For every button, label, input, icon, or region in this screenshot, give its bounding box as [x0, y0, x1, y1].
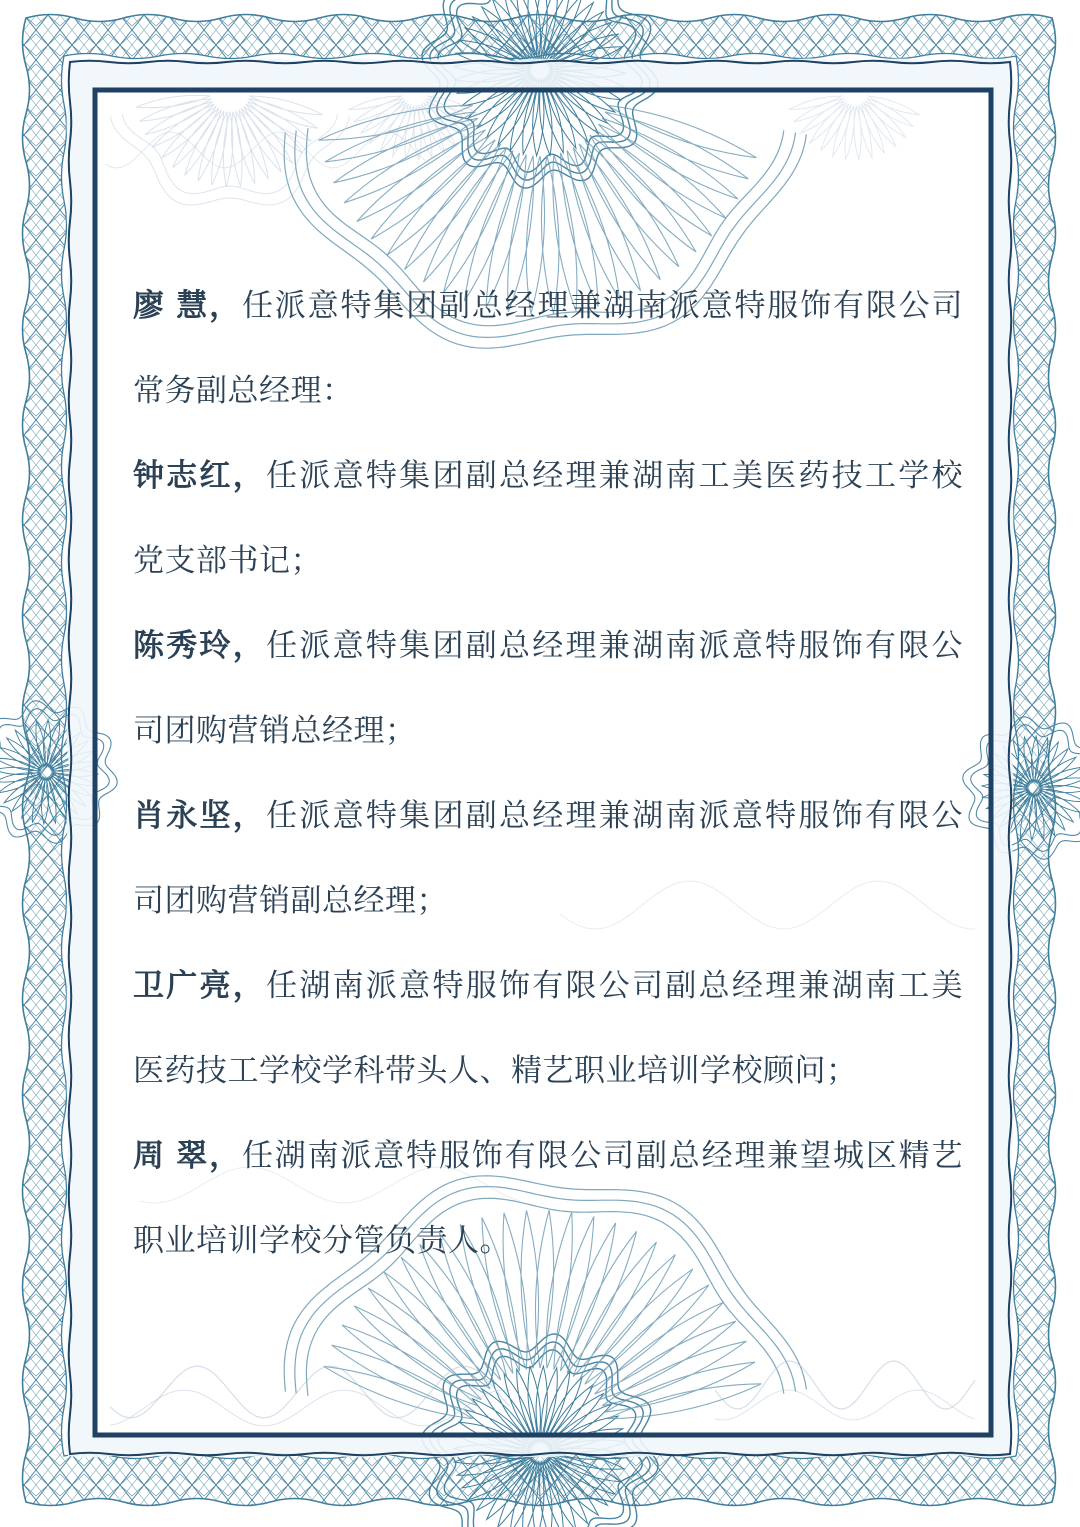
appointment-entry — [133, 943, 963, 1113]
appointment-title-text: 任派意特集团副总经理兼湖南工美医药技工学校 — [266, 458, 964, 493]
appointment-title-text: 任派意特集团副总经理兼湖南派意特服饰有限公 — [266, 628, 964, 663]
appointment-line1 — [133, 603, 963, 688]
appointment-line1 — [133, 773, 963, 858]
person-name: 卫广亮， — [133, 968, 267, 1003]
appointment-entry — [133, 263, 963, 433]
appointment-line1 — [133, 263, 963, 348]
appointment-line2: 职业培训学校分管负责人。 — [133, 1223, 511, 1258]
person-name: 陈秀玲， — [133, 628, 267, 663]
appointment-line1 — [133, 943, 963, 1028]
appointment-line2: 党支部书记； — [133, 543, 322, 578]
appointment-line2: 司团购营销副总经理； — [133, 883, 448, 918]
appointment-entry — [133, 603, 963, 773]
appointment-entry — [133, 773, 963, 943]
appointment-line1 — [133, 433, 963, 518]
appointment-line2: 医药技工学校学科带头人、精艺职业培训学校顾问； — [133, 1053, 858, 1088]
appointment-title-text: 任派意特集团副总经理兼湖南派意特服饰有限公司 — [241, 288, 963, 323]
appointment-line1 — [133, 1113, 963, 1198]
person-name: 廖 慧， — [133, 288, 242, 323]
person-name: 肖永坚， — [133, 798, 267, 833]
appointment-line2: 司团购营销总经理； — [133, 713, 417, 748]
person-name: 周 翠， — [133, 1138, 242, 1173]
appointment-line2: 常务副总经理： — [133, 373, 354, 408]
person-name: 钟志红， — [133, 458, 267, 493]
appointment-entry — [133, 433, 963, 603]
appointment-entry — [133, 1113, 963, 1283]
appointment-list — [133, 263, 963, 1283]
appointment-title-text: 任湖南派意特服饰有限公司副总经理兼湖南工美 — [266, 968, 964, 1003]
appointment-title-text: 任湖南派意特服饰有限公司副总经理兼望城区精艺 — [241, 1138, 963, 1173]
appointment-title-text: 任派意特集团副总经理兼湖南派意特服饰有限公 — [266, 798, 964, 833]
